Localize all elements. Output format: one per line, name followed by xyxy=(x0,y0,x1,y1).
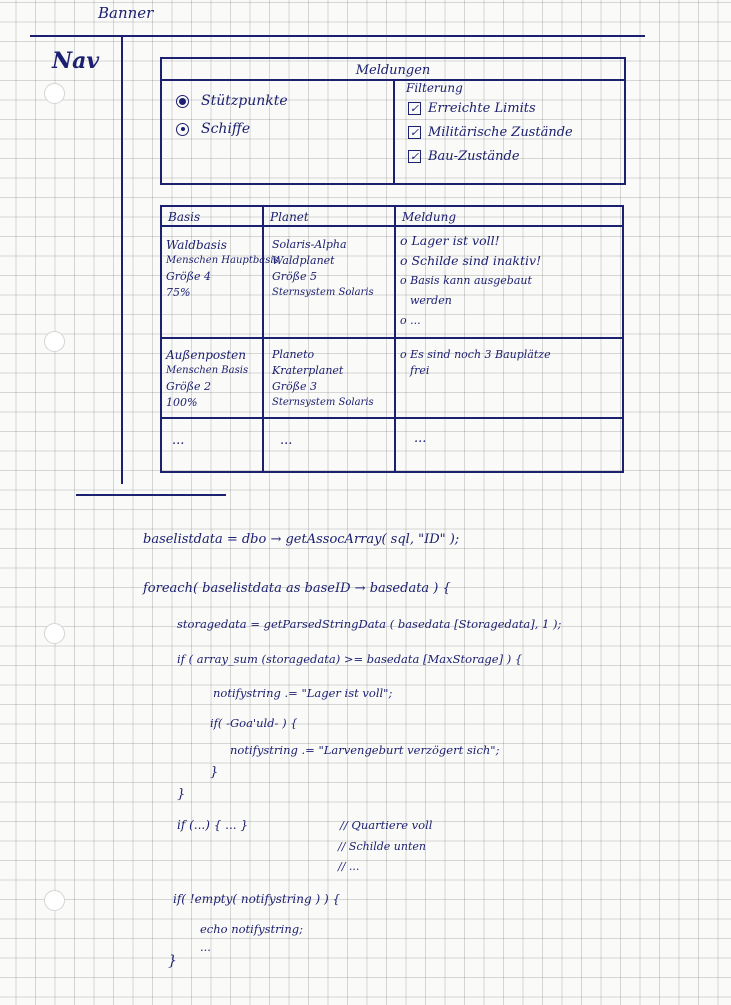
punch-hole xyxy=(44,890,65,911)
planet-type: Waldplanet xyxy=(272,254,335,267)
planet-ellipsis: ... xyxy=(280,433,293,448)
radio-option-schiffe[interactable]: Schiffe xyxy=(176,121,250,137)
planet-size: Größe 5 xyxy=(272,270,318,283)
meldung-cell xyxy=(400,231,541,331)
table-header-planet: Planet xyxy=(270,210,309,224)
checkbox-checked-icon: ✓ xyxy=(409,150,420,163)
panel-title: Meldungen xyxy=(355,63,431,78)
basis-name: Waldbasis xyxy=(166,238,227,252)
code-line: } xyxy=(210,765,219,780)
punch-hole xyxy=(44,623,65,644)
code-line: } xyxy=(177,787,186,802)
code-line: if( !empty( notifystring ) ) { xyxy=(173,892,341,906)
basis-table xyxy=(160,205,624,473)
table-column-divider xyxy=(394,207,396,471)
section-divider xyxy=(76,494,226,496)
basis-type: Menschen Hauptbasis xyxy=(166,255,279,266)
table-row-divider xyxy=(162,337,622,339)
table-header-basis: Basis xyxy=(168,210,201,224)
filter-option-militaerische-zustaende[interactable]: ✓ Militärische Zustände xyxy=(409,125,573,140)
code-comment: // Schilde unten xyxy=(338,840,426,853)
radio-selected-icon xyxy=(176,95,189,108)
table-header-meldung: Meldung xyxy=(402,210,457,224)
meldung-item: o ... xyxy=(400,314,421,327)
planet-name: Solaris-Alpha xyxy=(272,238,347,251)
basis-percent: 75% xyxy=(166,286,191,299)
meldung-item: frei xyxy=(410,364,430,377)
meldung-item: werden xyxy=(410,294,452,307)
code-line: } xyxy=(168,953,177,969)
radio-unselected-icon xyxy=(176,123,189,136)
filter-option-erreichte-limits[interactable]: ✓ Erreichte Limits xyxy=(409,101,536,116)
code-line: echo notifystring; xyxy=(200,922,303,936)
basis-size: Größe 2 xyxy=(166,380,212,393)
table-row[interactable] xyxy=(166,347,248,411)
table-header-divider xyxy=(162,225,622,227)
planet-type: Kraterplanet xyxy=(272,364,344,377)
meldung-cell xyxy=(400,347,551,379)
code-line: foreach( baselistdata as baseID → basedata ) { xyxy=(143,581,451,596)
meldung-item: o Basis kann ausgebaut xyxy=(400,274,532,287)
code-line: if ( array_sum (storagedata) >= basedata [MaxStorage] ) { xyxy=(177,652,523,666)
punch-hole xyxy=(44,331,65,352)
basis-percent: 100% xyxy=(166,396,198,409)
meldung-ellipsis: ... xyxy=(414,431,427,446)
code-line: if( -Goa'uld- ) { xyxy=(210,716,298,730)
meldungen-panel xyxy=(160,57,626,185)
planet-system: Sternsystem Solaris xyxy=(272,287,374,298)
nav[interactable]: Nav xyxy=(52,48,100,74)
code-comment: // Quartiere voll xyxy=(340,818,433,832)
code-line: if (...) { ... } xyxy=(177,818,249,832)
code-line: notifystring .= "Larvengeburt verzögert sich"; xyxy=(230,743,500,757)
planet-size: Größe 3 xyxy=(272,380,318,393)
checkbox-checked-icon: ✓ xyxy=(409,126,420,139)
meldung-item: o Schilde sind inaktiv! xyxy=(400,253,542,268)
basis-type: Menschen Basis xyxy=(166,365,249,376)
planet-name: Planeto xyxy=(272,348,315,361)
table-row[interactable] xyxy=(172,433,184,449)
planet-cell xyxy=(272,347,374,411)
checkbox-checked-icon: ✓ xyxy=(409,102,420,115)
table-row[interactable] xyxy=(166,237,279,301)
code-line: baselistdata = dbo → getAssocArray( sql, "ID" ); xyxy=(143,532,460,547)
panel-column-divider xyxy=(393,79,395,183)
planet-system: Sternsystem Solaris xyxy=(272,397,374,408)
code-line: notifystring .= "Lager ist voll"; xyxy=(213,686,393,700)
filter-title: Filterung xyxy=(406,81,463,95)
code-line: storagedata = getParsedStringData ( basedata [Storagedata], 1 ); xyxy=(177,617,562,631)
code-comment: // ... xyxy=(338,860,360,873)
table-row-divider xyxy=(162,417,622,419)
basis-size: Größe 4 xyxy=(166,270,212,283)
punch-hole xyxy=(44,83,65,104)
radio-option-stuetzpunkte[interactable]: Stützpunkte xyxy=(176,93,288,109)
planet-cell xyxy=(272,237,374,301)
meldung-item: o Lager ist voll! xyxy=(400,233,500,248)
banner: Banner xyxy=(98,4,154,22)
code-line: ... xyxy=(200,940,211,954)
basis-ellipsis: ... xyxy=(172,433,185,448)
nav-divider xyxy=(121,36,123,484)
meldung-item: o Es sind noch 3 Bauplätze xyxy=(400,348,551,361)
basis-name: Außenposten xyxy=(166,348,246,362)
filter-option-bau-zustaende[interactable]: ✓ Bau-Zustände xyxy=(409,149,520,164)
